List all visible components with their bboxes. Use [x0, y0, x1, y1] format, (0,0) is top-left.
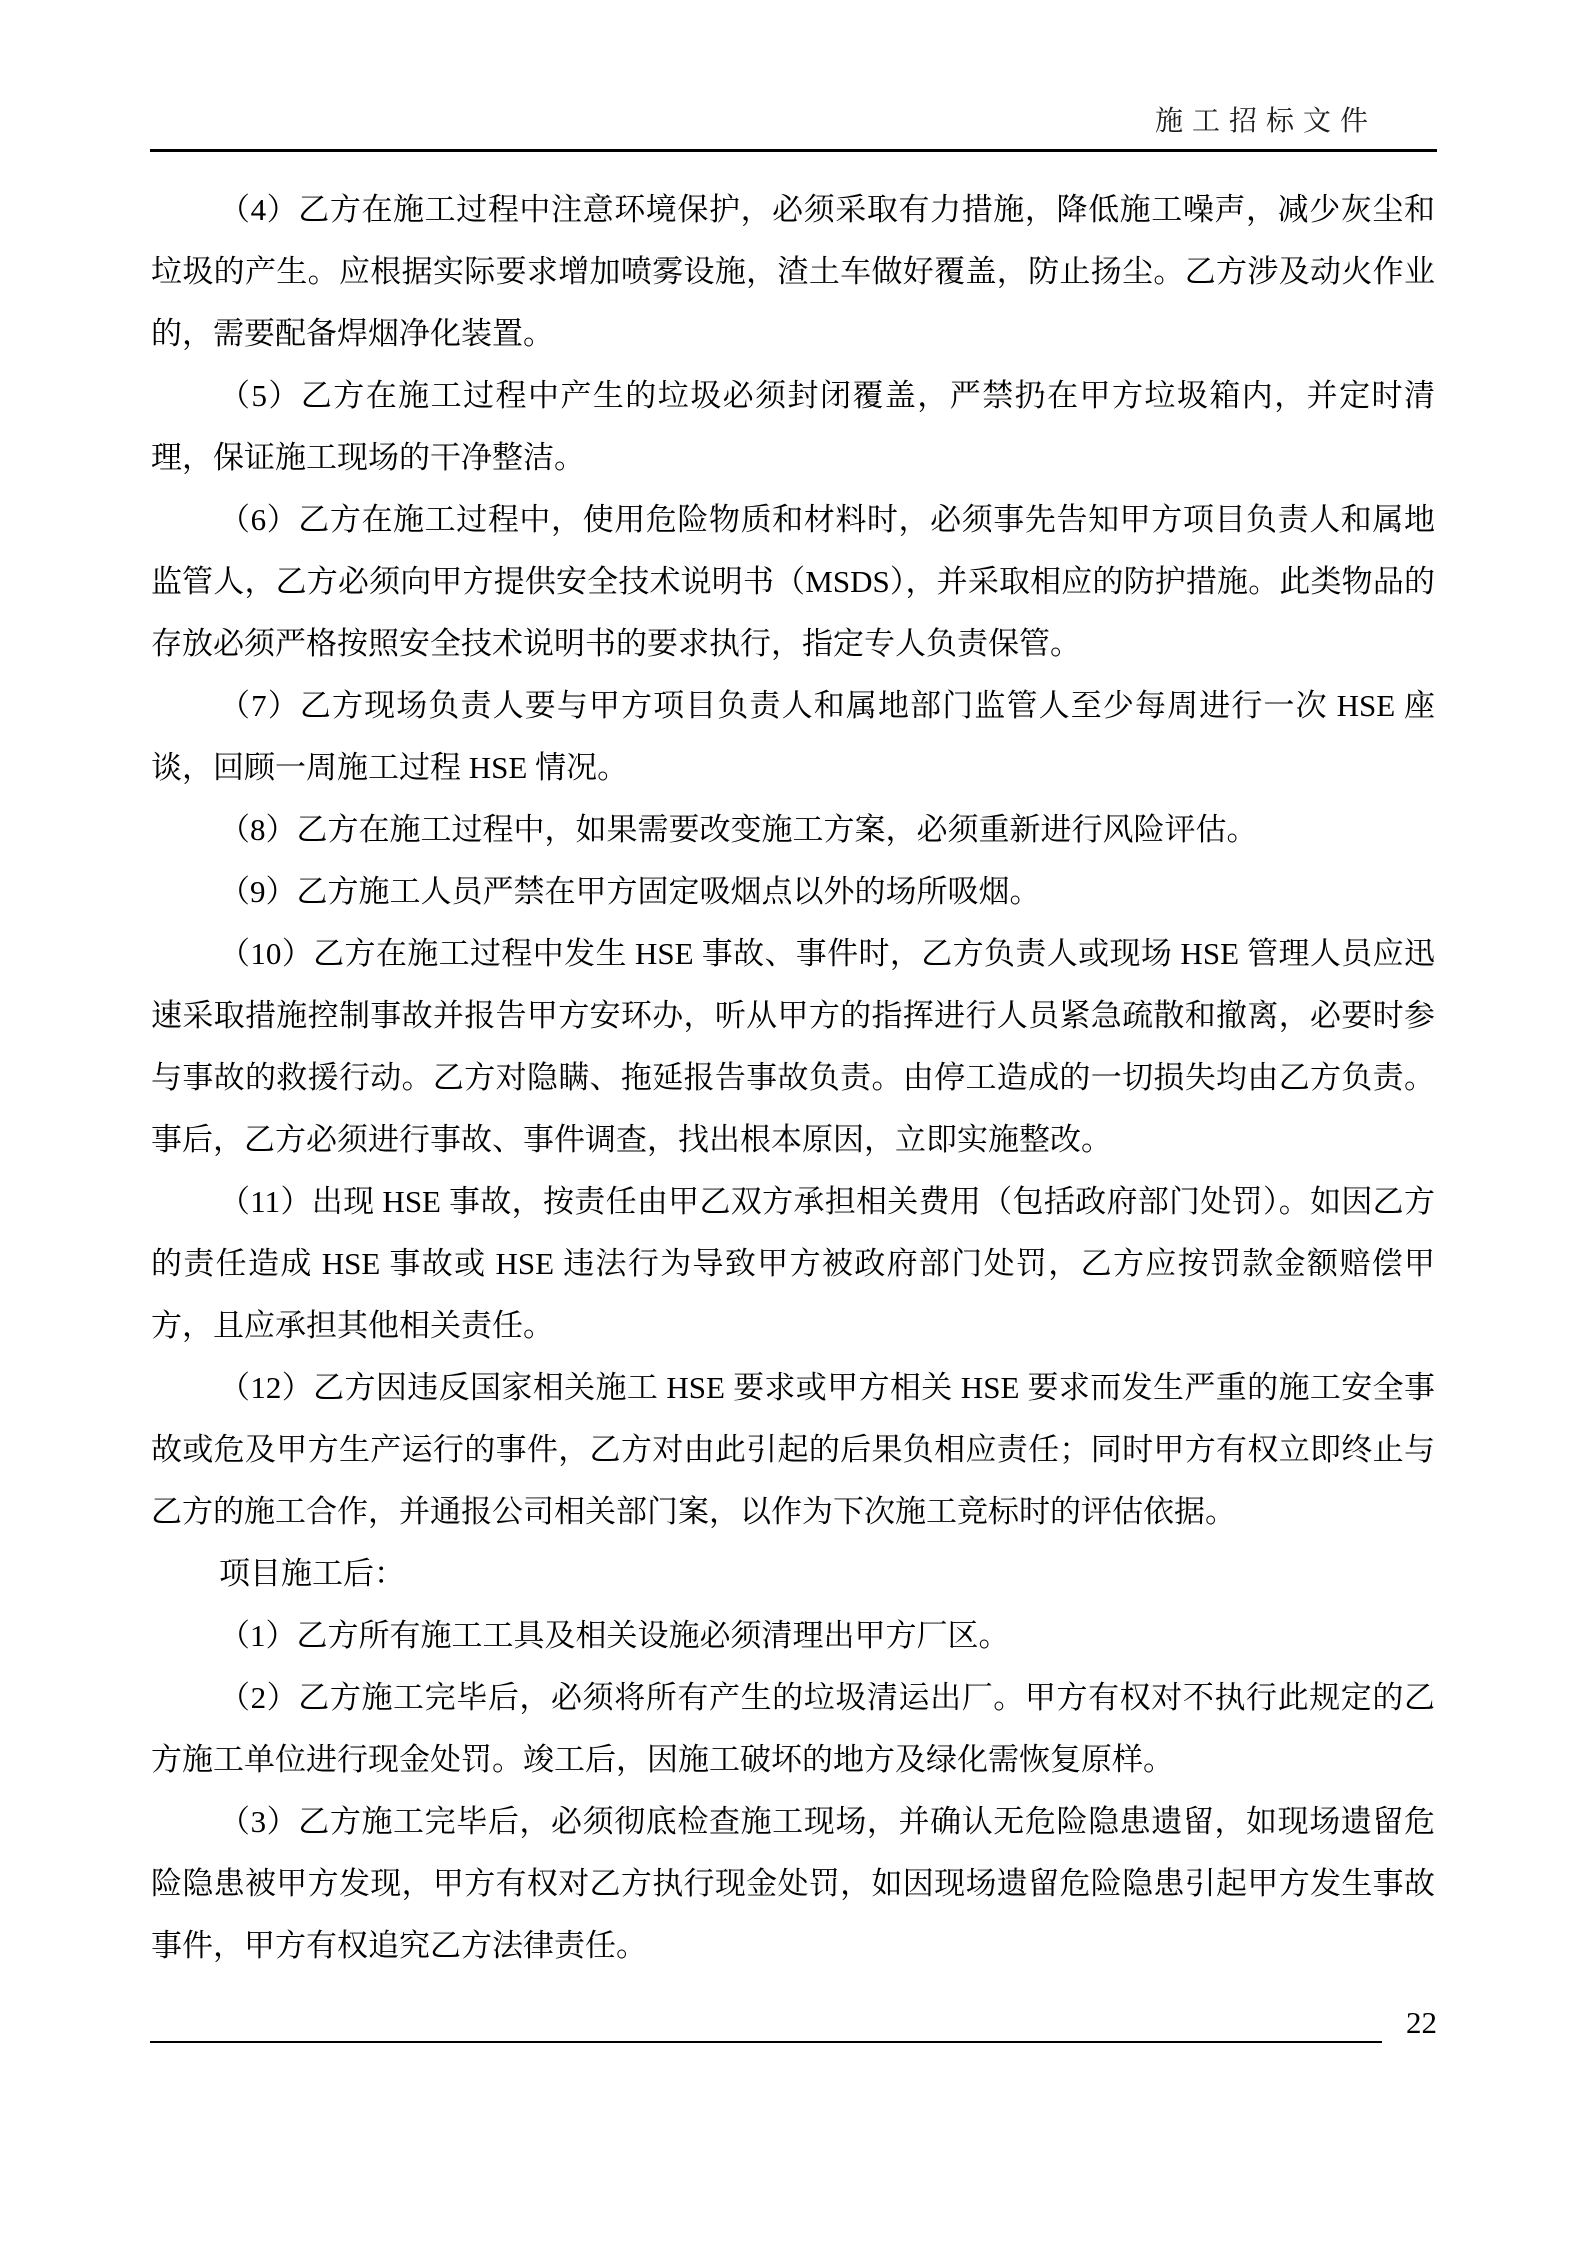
clause-11: （11）出现 HSE 事故，按责任由甲乙双方承担相关费用（包括政府部门处罚）。如因乙方的责任造成 HSE 事故或 HSE 违法行为导致甲方被政府部门处罚，乙方应按罚款金额赔偿甲方，且应承担其他相关责任。: [151, 1184, 1435, 1343]
header-title: 施工招标文件: [1154, 106, 1377, 137]
clause-6: （6）乙方在施工过程中，使用危险物质和材料时，必须事先告知甲方项目负责人和属地监管人，乙方必须向甲方提供安全技术说明书（MSDS），并采取相应的防护措施。此类物品的存放必须严格按照安全技术说明书的要求执行，指定专人负责保管。: [151, 502, 1435, 661]
clause-12: （12）乙方因违反国家相关施工 HSE 要求或甲方相关 HSE 要求而发生严重的施工安全事故或危及甲方生产运行的事件，乙方对由此引起的后果负相应责任；同时甲方有权立即终止与乙方的施工合作，并通报公司相关部门案，以作为下次施工竞标时的评估依据。: [151, 1370, 1435, 1529]
post-clause-1: （1）乙方所有施工工具及相关设施必须清理出甲方厂区。: [219, 1618, 1010, 1653]
page-footer: [150, 2006, 1437, 2043]
post-clause-2: （2）乙方施工完毕后，必须将所有产生的垃圾清运出厂。甲方有权对不执行此规定的乙方施工单位进行现金处罚。竣工后，因施工破坏的地方及绿化需恢复原样。: [151, 1680, 1435, 1777]
clause-9: （9）乙方施工人员严禁在甲方固定吸烟点以外的场所吸烟。: [219, 874, 1041, 909]
footer-rule: [150, 2041, 1382, 2043]
post-clause-3: （3）乙方施工完毕后，必须彻底检查施工现场，并确认无危险隐患遗留，如现场遗留危险隐患被甲方发现，甲方有权对乙方执行现金处罚，如因现场遗留危险隐患引起甲方发生事故事件，甲方有权追究乙方法律责任。: [151, 1804, 1435, 1963]
clause-10: （10）乙方在施工过程中发生 HSE 事故、事件时，乙方负责人或现场 HSE 管理人员应迅速采取措施控制事故并报告甲方安环办，听从甲方的指挥进行人员紧急疏散和撤离，必要时参与事故的救援行动。乙方对隐瞒、拖延报告事故负责。由停工造成的一切损失均由乙方负责。事后，乙方必须进行事故、事件调查，找出根本原因，立即实施整改。: [151, 936, 1435, 1157]
clause-4: （4）乙方在施工过程中注意环境保护，必须采取有力措施，降低施工噪声，减少灰尘和垃圾的产生。应根据实际要求增加喷雾设施，渣土车做好覆盖，防止扬尘。乙方涉及动火作业的，需要配备焊烟净化装置。: [151, 192, 1435, 351]
clause-5: （5）乙方在施工过程中产生的垃圾必须封闭覆盖，严禁扔在甲方垃圾箱内，并定时清理，保证施工现场的干净整洁。: [151, 378, 1435, 475]
clause-7: （7）乙方现场负责人要与甲方项目负责人和属地部门监管人至少每周进行一次 HSE 座谈，回顾一周施工过程 HSE 情况。: [151, 688, 1435, 785]
page-header: [150, 106, 1437, 152]
section-heading-post-construction: 项目施工后：: [219, 1556, 405, 1591]
clause-8: （8）乙方在施工过程中，如果需要改变施工方案，必须重新进行风险评估。: [219, 812, 1258, 847]
document-body: [151, 179, 1435, 1977]
page-number: 22: [1406, 2005, 1437, 2040]
